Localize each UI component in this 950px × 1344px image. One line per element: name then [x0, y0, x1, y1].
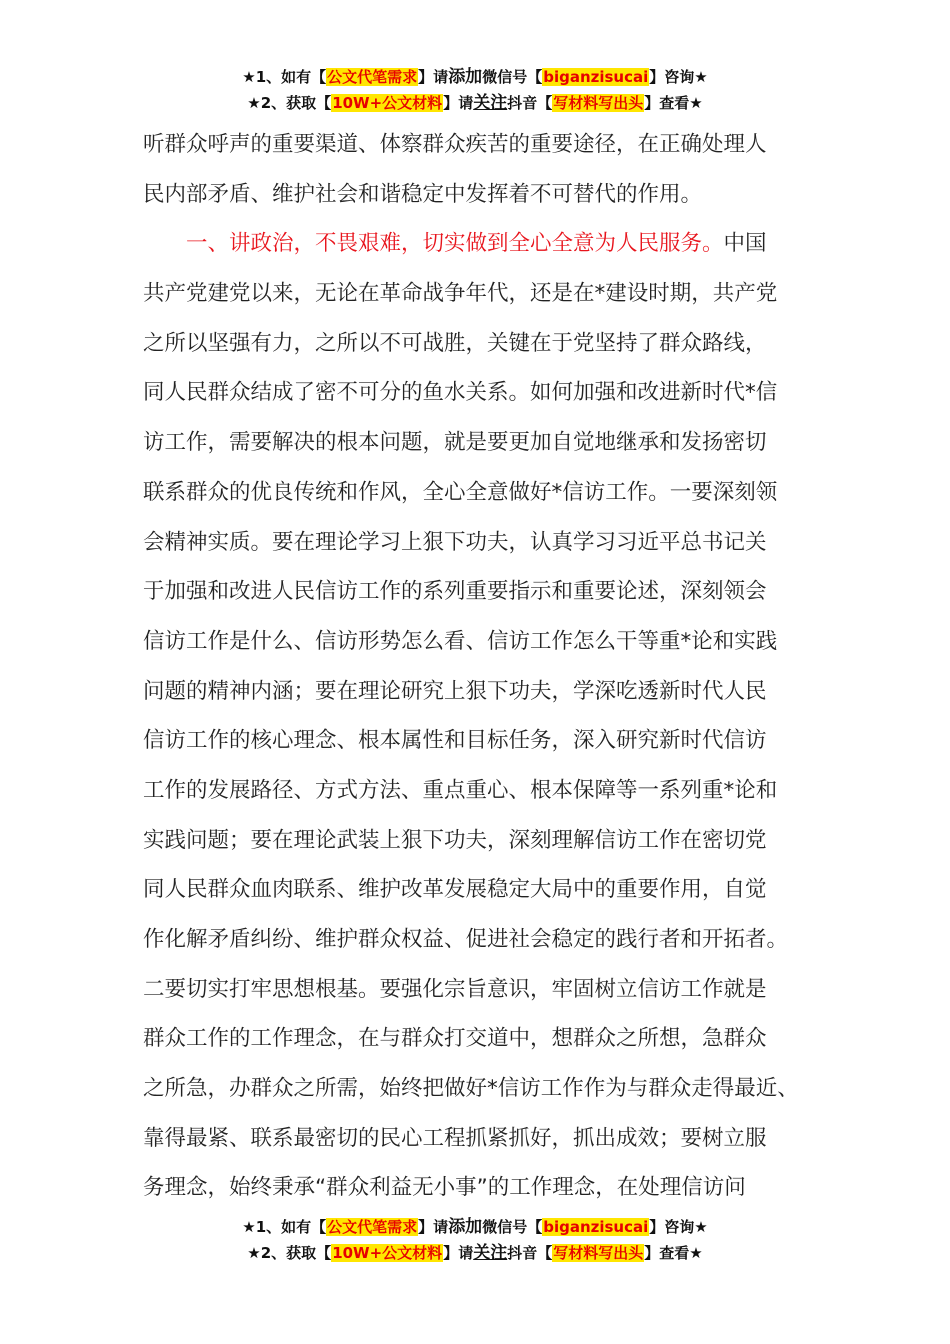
paragraph-line: 访工作，需要解决的根本问题，就是要更加自觉地继承和发扬密切 — [143, 430, 767, 456]
promo-text: 抖音【 — [507, 94, 553, 112]
promo-text-add: 添加 — [448, 1217, 483, 1237]
promo-text: 微信号【 — [482, 68, 543, 86]
document-body — [143, 120, 823, 1213]
promo-text: 】咨询★ — [649, 68, 708, 86]
heading-tail-text: 中国 — [723, 231, 767, 257]
paragraph-line: 工作的发展路径、方式方法、重点重心、根本保障等一系列重*论和 — [143, 777, 778, 803]
promo-highlight-douyin: 写材料写出头 — [553, 94, 644, 112]
paragraph-line: 二要切实打牢思想根基。要强化宗旨意识，牢固树立信访工作就是 — [143, 976, 767, 1002]
bottom-promo-banner — [0, 1214, 950, 1266]
promo-highlight-materials: 10W+公文材料 — [332, 94, 443, 112]
promo-text: ★1、如有【 — [242, 68, 327, 86]
promo-text: ★2、获取【 — [247, 1244, 332, 1262]
promo-text: 微信号【 — [482, 1218, 543, 1236]
paragraph-line: 听群众呼声的重要渠道、体察群众疾苦的重要途径，在正确处理人 — [143, 132, 767, 157]
paragraph-line: 作化解矛盾纠纷、维护群众权益、促进社会稳定的践行者和开拓者。 — [143, 927, 789, 952]
promo-highlight-wechat-id: biganzisucai — [543, 68, 649, 86]
promo-text: 】请 — [418, 68, 449, 86]
paragraph-line: 信访工作的核心理念、根本属性和目标任务，深入研究新时代信访 — [143, 728, 767, 754]
paragraph-line: 信访工作是什么、信访形势怎么看、信访工作怎么干等重*论和实践 — [143, 628, 778, 654]
promo-text: 】请 — [443, 94, 474, 112]
promo-text: 】请 — [418, 1218, 449, 1236]
paragraph-line: 会精神实质。要在理论学习上狠下功夫，认真学习习近平总书记关 — [143, 529, 767, 555]
paragraph-line: 同人民群众结成了密不可分的鱼水关系。如何加强和改进新时代*信 — [143, 380, 778, 406]
promo-highlight-wechat-id: biganzisucai — [543, 1218, 649, 1236]
promo-text: ★1、如有【 — [242, 1218, 327, 1236]
promo-line-2 — [0, 90, 950, 116]
promo-text: 】查看★ — [644, 94, 703, 112]
promo-highlight-materials: 10W+公文材料 — [332, 1244, 443, 1262]
paragraph-line: 务理念，始终秉承“群众利益无小事”的工作理念，在处理信访问 — [143, 1175, 746, 1201]
promo-text: 抖音【 — [507, 1244, 553, 1262]
paragraph-line: 同人民群众血肉联系、维护改革发展稳定大局中的重要作用，自觉 — [143, 877, 767, 903]
paragraph-line: 靠得最紧、联系最密切的民心工程抓紧抓好，抓出成效；要树立服 — [143, 1125, 767, 1151]
heading-indent — [143, 231, 186, 256]
paragraph-line: 问题的精神内涵；要在理论研究上狠下功夫，学深吃透新时代人民 — [143, 678, 767, 704]
paragraph-line: 联系群众的优良传统和作风，全心全意做好*信访工作。一要深刻领 — [143, 479, 778, 505]
promo-text-follow: 关注 — [473, 1243, 508, 1263]
promo-text-add: 添加 — [448, 67, 483, 87]
promo-line-2 — [0, 1240, 950, 1266]
promo-highlight-service: 公文代笔需求 — [327, 68, 418, 86]
paragraph-line: 之所急，办群众之所需，始终把做好*信访工作作为与群众走得最近、 — [143, 1076, 799, 1102]
promo-text: ★2、获取【 — [247, 94, 332, 112]
paragraph-line: 群众工作的工作理念，在与群众打交道中，想群众之所想，急群众 — [143, 1026, 767, 1052]
promo-line-1 — [0, 64, 950, 90]
promo-line-1 — [0, 1214, 950, 1240]
promo-highlight-douyin: 写材料写出头 — [553, 1244, 644, 1262]
section-heading: 一、讲政治，不畏艰难，切实做到全心全意为人民服务。 — [186, 231, 724, 257]
paragraph-line: 共产党建党以来，无论在革命战争年代，还是在*建设时期，共产党 — [143, 281, 778, 307]
promo-highlight-service: 公文代笔需求 — [327, 1218, 418, 1236]
paragraph-line: 民内部矛盾、维护社会和谐稳定中发挥着不可替代的作用。 — [143, 181, 703, 207]
section-heading-line — [143, 219, 823, 269]
paragraph-line: 于加强和改进人民信访工作的系列重要指示和重要论述，深刻领会 — [143, 579, 767, 605]
promo-text: 】查看★ — [644, 1244, 703, 1262]
top-promo-banner — [0, 64, 950, 116]
paragraph-line: 之所以坚强有力，之所以不可战胜，关键在于党坚持了群众路线， — [143, 330, 767, 356]
promo-text-follow: 关注 — [473, 93, 508, 113]
promo-text: 】咨询★ — [649, 1218, 708, 1236]
promo-text: 】请 — [443, 1244, 474, 1262]
paragraph-line: 实践问题；要在理论武装上狠下功夫，深刻理解信访工作在密切党 — [143, 827, 767, 853]
